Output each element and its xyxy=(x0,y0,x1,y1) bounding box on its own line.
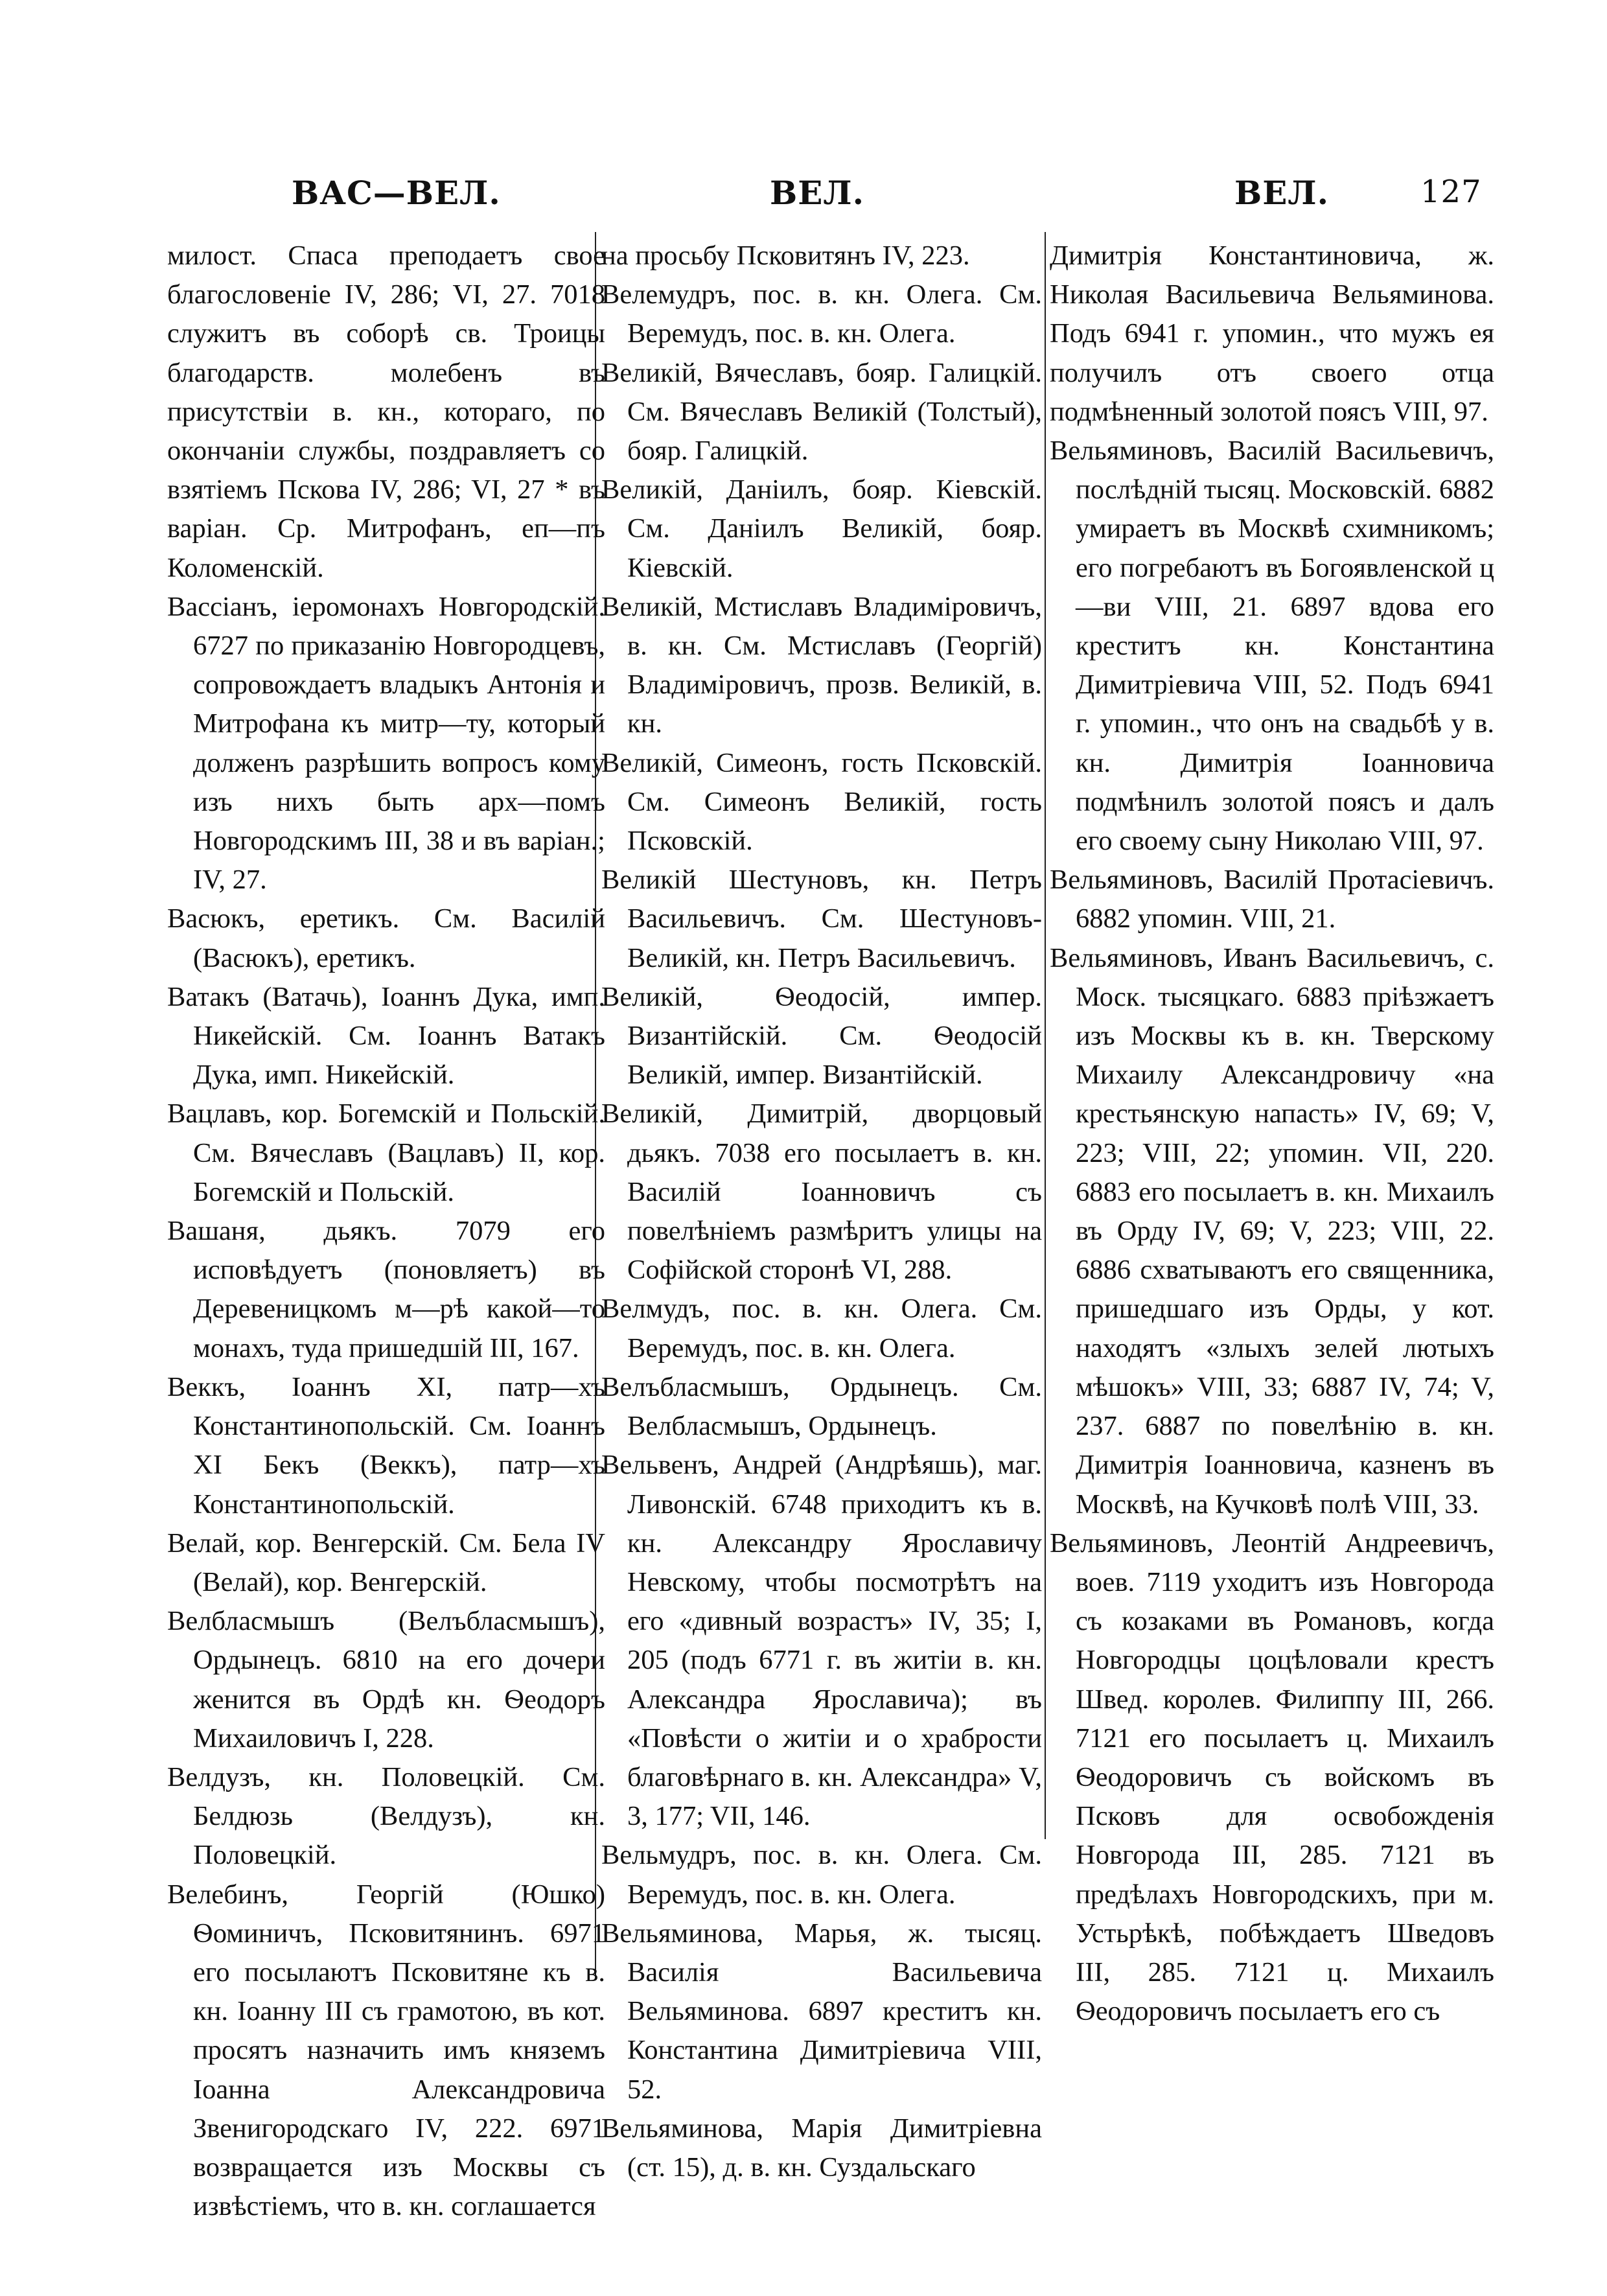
entry-vasyuk: Васюкъ, еретикъ. См. Василій (Васюкъ), еретикъ. xyxy=(167,903,605,973)
column-rule-2 xyxy=(1045,232,1046,1839)
text-column-1 xyxy=(167,237,605,2226)
entry-velay: Велай, кор. Венгерскій. См. Бела IV (Велай), кор. Венгерскій. xyxy=(167,1527,605,1597)
entry-velikiy-dimitriy: Великій, Димитрій, дворцовый дьякъ. 7038 его посылаетъ в. кн. Василій Іоанновичъ съ повелѣніемъ размѣритъ улицы на Софійской сторонѣ VI, 288. xyxy=(601,1098,1042,1286)
entry-velyaminov-ivan: Вельяминовъ, Иванъ Васильевичъ, с. Моск. тысяцкаго. 6883 пріѣзжаетъ изъ Москвы къ в. кн. Тверскому Михаилу Александровичу «на крестьянскую напасть» IV, 69; V, 223; VIII, 22; упомин. VII, 220. 6883 его посылаетъ в. кн. Михаилъ въ Орду IV, 69; V, 223; VIII, 22. 6886 схватываютъ его священника, пришедшаго изъ Орды, у кот. находятъ «злыхъ зелей лютыхъ мѣшокъ» VIII, 33; 6887 IV, 74; V, 237. 6887 по повелѣнію в. кн. Димитрія Іоанновича, казненъ въ Москвѣ, на Кучковѣ полѣ VIII, 33. xyxy=(1050,942,1494,1520)
entry-vashanya: Вашаня, дьякъ. 7079 его исповѣдуетъ (поновляетъ) въ Деревеницкомъ м—рѣ какой—то монахъ, туда пришедшій III, 167. xyxy=(167,1216,605,1363)
entry-velmud: Велмудъ, пос. в. кн. Олега. См. Веремудъ, пос. в. кн. Олега. xyxy=(601,1293,1042,1363)
entry-velikiy-daniil: Великій, Даніилъ, бояр. Кіевскій. См. Даніилъ Великій, бояр. Кіевскій. xyxy=(601,474,1042,583)
entry-vekk: Веккъ, Іоаннъ XI, патр—хъ Константинопольскій. См. Іоаннъ XI Бекъ (Веккъ), патр—хъ Константинопольскій. xyxy=(167,1371,605,1520)
entry-continuation: милост. Спаса преподаетъ свое благословеніе IV, 286; VI, 27. 7018 служитъ въ соборѣ св. Троицы благодарств. молебенъ въ присутствіи в. кн., котораго, по окончаніи службы, поздравляетъ со взятіемъ Пскова IV, 286; VI, 27 * въ варіан. Ср. Митрофанъ, еп—пъ Коломенскій. xyxy=(167,240,605,583)
entry-continuation: Димитрія Константиновича, ж. Николая Васильевича Вельяминова. Подъ 6941 г. упомин., что мужъ ея получилъ отъ своего отца подмѣненный золотой поясъ VIII, 97. xyxy=(1050,240,1494,427)
page-number: 127 xyxy=(1420,174,1482,210)
entry-velikiy-shestunov: Великій Шестуновъ, кн. Петръ Васильевичъ. См. Шестуновъ-Великій, кн. Петръ Васильевичъ. xyxy=(601,864,1042,973)
entry-velblasmysh: Велбласмышъ (Велъбласмышъ), Ордынецъ. 6810 на его дочери женится въ Ордѣ кн. Ѳеодоръ Михаиловичъ I, 228. xyxy=(167,1606,605,1754)
entry-velyaminov-vasiliy-protasievich: Вельяминовъ, Василій Протасіевичъ. 6882 упомин. VIII, 21. xyxy=(1050,864,1494,934)
running-header-left: ВАС—ВЕЛ. xyxy=(292,174,501,212)
entry-velikiy-mstislav: Великій, Мстиславъ Владиміровичъ, в. кн. См. Мстиславъ (Георгій) Владиміровичъ, прозв. Великій, в. кн. xyxy=(601,591,1042,739)
entry-velyaminov-leontiy: Вельяминовъ, Леонтій Андреевичъ, воев. 7119 уходитъ изъ Новгорода съ козаками въ Романовъ, когда Новгородцы цоцѣловали крестъ Швед. королев. Филиппу III, 266. 7121 его посылаетъ ц. Михаилъ Ѳеодоровичъ съ войскомъ въ Псковъ для освобожденія Новгорода III, 285. 7121 въ предѣлахъ Новгородскихъ, при м. Устьрѣкѣ, побѣждаетъ Шведовъ III, 285. 7121 ц. Михаилъ Ѳеодоровичъ посылаетъ его съ xyxy=(1050,1527,1494,2027)
entry-velblasmysh-ref: Велъбласмышъ, Ордынецъ. См. Велбласмышъ, Ордынецъ. xyxy=(601,1371,1042,1442)
text-column-2 xyxy=(601,237,1042,2187)
running-header-right: ВЕЛ. xyxy=(1234,174,1329,212)
entry-vatslav: Вацлавъ, кор. Богемскій и Польскій. См. Вячеславъ (Вацлавъ) II, кор. Богемскій и Польскій. xyxy=(167,1098,605,1207)
entry-velyaminova-mariya: Вельяминова, Марія Димитріевна (ст. 15), д. в. кн. Суздальскаго xyxy=(601,2113,1042,2183)
running-header-center: ВЕЛ. xyxy=(770,174,864,212)
entry-velduz: Велдузъ, кн. Половецкій. См. Белдюзь (Велдузъ), кн. Половецкій. xyxy=(167,1761,605,1871)
entry-velebin: Велебинъ, Георгій (Юшко) Ѳоминичъ, Псковитянинъ. 6971 его посылаютъ Псковитяне къ в. кн. Іоанну III съ грамотою, въ кот. просятъ назначить имъ княземъ Іоанна Александровича Звенигородскаго IV, 222. 6971 возвращается изъ Москвы съ извѣстіемъ, что в. кн. соглашается xyxy=(167,1879,605,2222)
entry-velmudr: Вельмудръ, пос. в. кн. Олега. См. Веремудъ, пос. в. кн. Олега. xyxy=(601,1840,1042,1910)
entry-velikiy-vyacheslav: Великій, Вячеславъ, бояр. Галицкій. См. Вячеславъ Великій (Толстый), бояр. Галицкій. xyxy=(601,357,1042,467)
entry-velyaminova-marya: Вельяминова, Марья, ж. тысяц. Василія Васильевича Вельяминова. 6897 креститъ кн. Константина Димитріевича VIII, 52. xyxy=(601,1918,1042,2105)
entry-velven: Вельвенъ, Андрей (Андрѣяшь), маг. Ливонскій. 6748 приходитъ къ в. кн. Александру Ярославичу Невскому, чтобы посмотрѣтъ на его «дивный возрастъ» IV, 35; I, 205 (подъ 6771 г. въ житіи в. кн. Александра Ярославича); въ «Повѣсти о житіи и о храбрости благовѣрнаго в. кн. Александра» V, 3, 177; VII, 146. xyxy=(601,1450,1042,1832)
entry-continuation: на просьбу Псковитянъ IV, 223. xyxy=(601,240,970,271)
entry-velikiy-simeon: Великій, Симеонъ, гость Псковскій. См. Симеонъ Великій, гость Псковскій. xyxy=(601,747,1042,857)
entry-vatak: Ватакъ (Ватачь), Іоаннъ Дука, имп. Никейскій. См. Іоаннъ Ватакъ Дука, имп. Никейскій. xyxy=(167,981,605,1091)
text-column-3 xyxy=(1050,237,1494,2031)
entry-vassian: Вассіанъ, іеромонахъ Новгородскій. 6727 по приказанію Новгородцевъ, сопровождаетъ владыкъ Антонія и Митрофана къ митр—ту, который долженъ разрѣшить вопросъ кому изъ нихъ быть арх—помъ Новгородскимъ III, 38 и въ варіан.; IV, 27. xyxy=(167,591,605,896)
entry-velemudr: Велемудръ, пос. в. кн. Олега. См. Веремудъ, пос. в. кн. Олега. xyxy=(601,279,1042,349)
entry-velikiy-feodosiy: Великій, Ѳеодосій, импер. Византійскій. См. Ѳеодосій Великій, импер. Византійскій. xyxy=(601,981,1042,1091)
entry-velyaminov-vasiliy-vasilievich: Вельяминовъ, Василій Васильевичъ, послѣдній тысяц. Московскій. 6882 умираетъ въ Москвѣ схимникомъ; его погребаютъ въ Богоявленской ц—ви VIII, 21. 6897 вдова его креститъ кн. Константина Димитріевича VIII, 52. Подъ 6941 г. упомин., что онъ на свадьбѣ у в. кн. Димитрія Іоанновича подмѣнилъ золотой поясъ и далъ его своему сыну Николаю VIII, 97. xyxy=(1050,435,1494,857)
